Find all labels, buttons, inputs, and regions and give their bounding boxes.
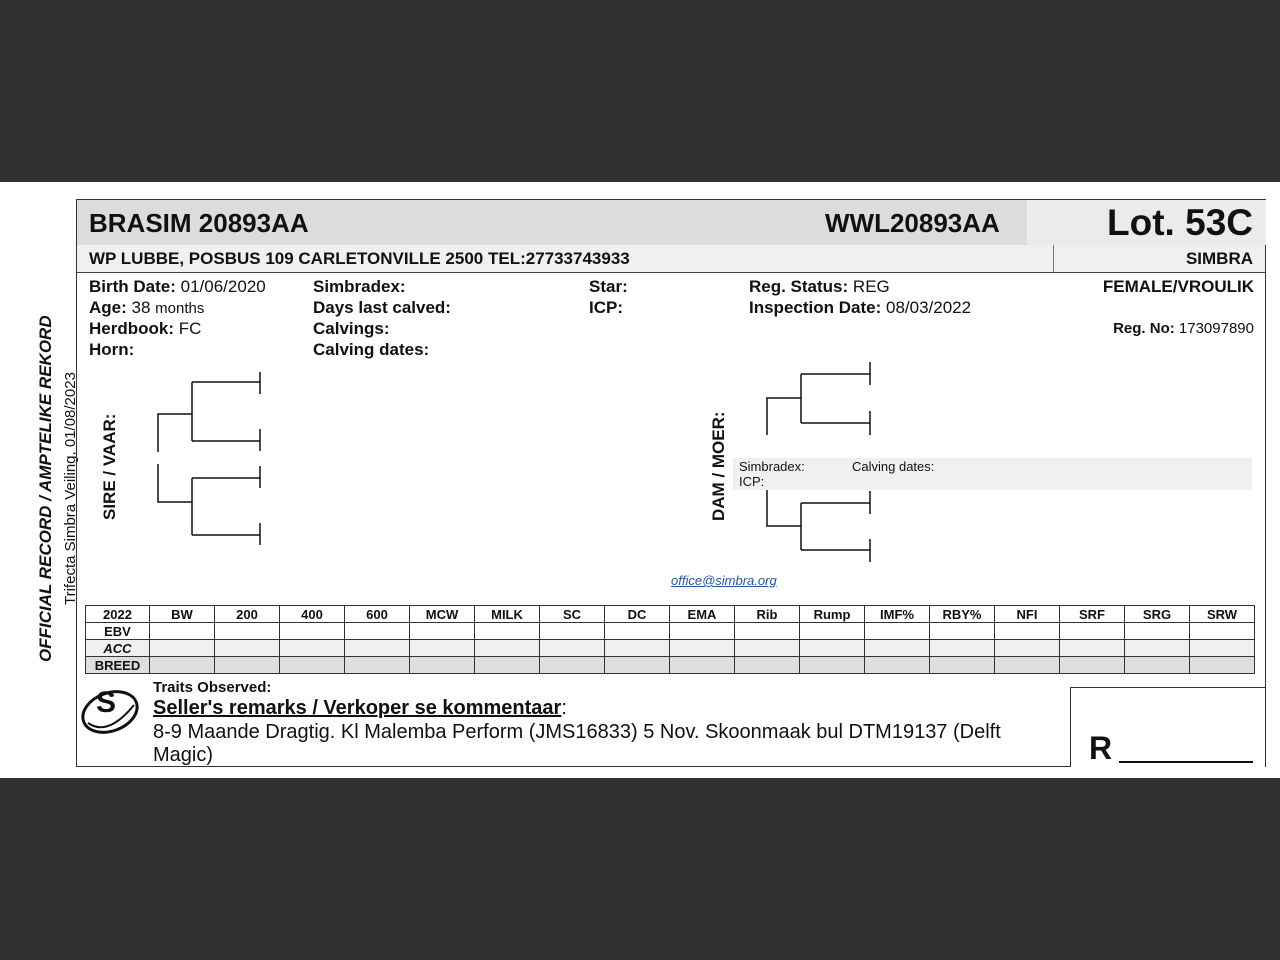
table-header: EMA xyxy=(670,606,735,623)
table-cell xyxy=(410,640,475,657)
herdbook-line xyxy=(89,319,201,339)
sire-pedigree-tree xyxy=(150,372,270,552)
table-cell xyxy=(345,657,410,674)
star-label: Star: xyxy=(589,277,628,296)
horn-label: Horn: xyxy=(89,340,135,359)
table-cell xyxy=(280,640,345,657)
table-header: 200 xyxy=(215,606,280,623)
table-cell xyxy=(800,640,865,657)
lot-sheet xyxy=(0,182,1280,778)
age-value: 38 xyxy=(131,298,151,317)
table-header: DC xyxy=(605,606,670,623)
animal-name: BRASIM 20893AA xyxy=(89,208,309,238)
breeder-bar xyxy=(77,245,1265,273)
table-row xyxy=(86,640,1255,657)
table-cell xyxy=(735,657,800,674)
table-header: 600 xyxy=(345,606,410,623)
dam-calving-dates-label: Calving dates: xyxy=(852,459,935,474)
table-cell xyxy=(150,640,215,657)
table-header: Rump xyxy=(800,606,865,623)
breeder-address: WP LUBBE, POSBUS 109 CARLETONVILLE 2500 TEL:27733743933 xyxy=(89,249,630,268)
table-header: SRW xyxy=(1190,606,1255,623)
dam-info-box xyxy=(733,458,1252,490)
table-cell xyxy=(345,640,410,657)
traits-header-row xyxy=(86,606,1255,623)
table-header: MCW xyxy=(410,606,475,623)
table-cell xyxy=(475,640,540,657)
breed-label: SIMBRA xyxy=(1185,249,1253,268)
table-cell xyxy=(215,657,280,674)
table-cell xyxy=(670,623,735,640)
table-cell xyxy=(410,657,475,674)
inspection-label: Inspection Date: xyxy=(749,298,882,317)
official-record-label: OFFICIAL RECORD / AMPTELIKE REKORD xyxy=(36,315,55,662)
price-box-top-border xyxy=(1070,687,1266,688)
birth-date-value: 01/06/2020 xyxy=(180,277,266,296)
dam-icp-label: ICP: xyxy=(739,474,765,489)
lot-number: Lot. 53C xyxy=(1107,202,1253,243)
table-cell xyxy=(280,623,345,640)
table-header: MILK xyxy=(475,606,540,623)
table-cell xyxy=(410,623,475,640)
table-cell xyxy=(930,623,995,640)
table-cell xyxy=(150,623,215,640)
card-bottom-border xyxy=(76,766,1071,767)
sex-label: FEMALE/VROULIK xyxy=(1102,277,1254,296)
reg-status-label: Reg. Status: xyxy=(749,277,849,296)
table-cell xyxy=(1125,640,1190,657)
table-cell xyxy=(670,657,735,674)
table-cell xyxy=(865,623,930,640)
table-cell xyxy=(735,623,800,640)
table-cell xyxy=(215,640,280,657)
reg-status-value: REG xyxy=(852,277,890,296)
table-cell xyxy=(280,657,345,674)
age-line xyxy=(89,298,204,318)
table-cell xyxy=(800,657,865,674)
price-field[interactable] xyxy=(1119,761,1253,763)
table-cell xyxy=(605,640,670,657)
table-cell xyxy=(605,623,670,640)
table-cell xyxy=(150,657,215,674)
traits-observed-label: Traits Observed: xyxy=(153,679,272,696)
reg-no-line xyxy=(1113,320,1254,337)
table-cell xyxy=(475,623,540,640)
animal-id: WWL20893AA xyxy=(825,208,1000,238)
table-row-label: BREED xyxy=(86,657,150,674)
table-cell xyxy=(930,640,995,657)
calving-dates-label: Calving dates: xyxy=(313,340,430,359)
table-cell xyxy=(1060,657,1125,674)
table-row-label: EBV xyxy=(86,623,150,640)
sale-name-label: Trifecta Simbra Veiling, 01/08/2023 xyxy=(62,372,79,605)
table-cell xyxy=(670,640,735,657)
table-cell xyxy=(540,657,605,674)
table-header: 2022 xyxy=(86,606,150,623)
birth-date-label: Birth Date: xyxy=(89,277,176,296)
simbra-logo-letter: S xyxy=(96,686,117,719)
table-cell xyxy=(1060,640,1125,657)
table-cell xyxy=(865,640,930,657)
table-cell xyxy=(995,623,1060,640)
price-box-left-border xyxy=(1070,687,1071,767)
remarks-text: 8-9 Maande Dragtig. Kl Malemba Perform (JMS16833) 5 Nov. Skoonmaak bul DTM19137 (Delft Magic) xyxy=(153,721,1001,766)
table-row-label: ACC xyxy=(86,640,150,657)
table-header: BW xyxy=(150,606,215,623)
inspection-line xyxy=(749,298,971,318)
age-label: Age: xyxy=(89,298,127,317)
table-header: SC xyxy=(540,606,605,623)
dam-simbradex-label: Simbradex: xyxy=(739,459,805,474)
email-link[interactable]: office@simbra.org xyxy=(671,573,777,588)
table-header: SRF xyxy=(1060,606,1125,623)
table-cell xyxy=(1125,623,1190,640)
card-header xyxy=(77,200,1265,246)
days-last-calved-label: Days last calved: xyxy=(313,298,451,317)
remarks-colon: : xyxy=(561,697,567,719)
table-header: NFI xyxy=(995,606,1060,623)
bar-divider xyxy=(1053,245,1054,272)
birth-date-line xyxy=(89,277,266,297)
table-cell xyxy=(865,657,930,674)
table-cell xyxy=(605,657,670,674)
table-row xyxy=(86,623,1255,640)
calvings-label: Calvings: xyxy=(313,319,390,338)
inspection-value: 08/03/2022 xyxy=(885,298,972,317)
remarks-heading-line xyxy=(153,697,567,720)
table-cell xyxy=(540,623,605,640)
reg-no-value: 173097890 xyxy=(1178,320,1254,337)
table-cell xyxy=(540,640,605,657)
simbradex-label: Simbradex: xyxy=(313,277,406,296)
table-header: SRG xyxy=(1125,606,1190,623)
sire-label: SIRE / VAAR: xyxy=(100,413,119,520)
reg-no-label: Reg. No: xyxy=(1113,320,1175,337)
table-cell xyxy=(215,623,280,640)
table-cell xyxy=(995,640,1060,657)
table-cell xyxy=(1060,623,1125,640)
table-row xyxy=(86,657,1255,674)
table-cell xyxy=(930,657,995,674)
table-cell xyxy=(1125,657,1190,674)
age-unit: months xyxy=(155,300,205,317)
table-cell xyxy=(1190,657,1255,674)
table-header: RBY% xyxy=(930,606,995,623)
table-cell xyxy=(475,657,540,674)
table-header: IMF% xyxy=(865,606,930,623)
table-cell xyxy=(995,657,1060,674)
herdbook-label: Herdbook: xyxy=(89,319,174,338)
table-header: Rib xyxy=(735,606,800,623)
table-cell xyxy=(800,623,865,640)
reg-status-line xyxy=(749,277,890,297)
table-cell xyxy=(735,640,800,657)
remarks-heading: Seller's remarks / Verkoper se kommentaar xyxy=(153,697,562,719)
icp-label: ICP: xyxy=(589,298,623,317)
dam-label: DAM / MOER: xyxy=(709,411,728,521)
traits-table xyxy=(85,605,1255,674)
table-cell xyxy=(345,623,410,640)
herdbook-value: FC xyxy=(178,319,202,338)
table-header: 400 xyxy=(280,606,345,623)
table-cell xyxy=(1190,623,1255,640)
table-cell xyxy=(1190,640,1255,657)
price-prefix: R xyxy=(1089,730,1113,766)
